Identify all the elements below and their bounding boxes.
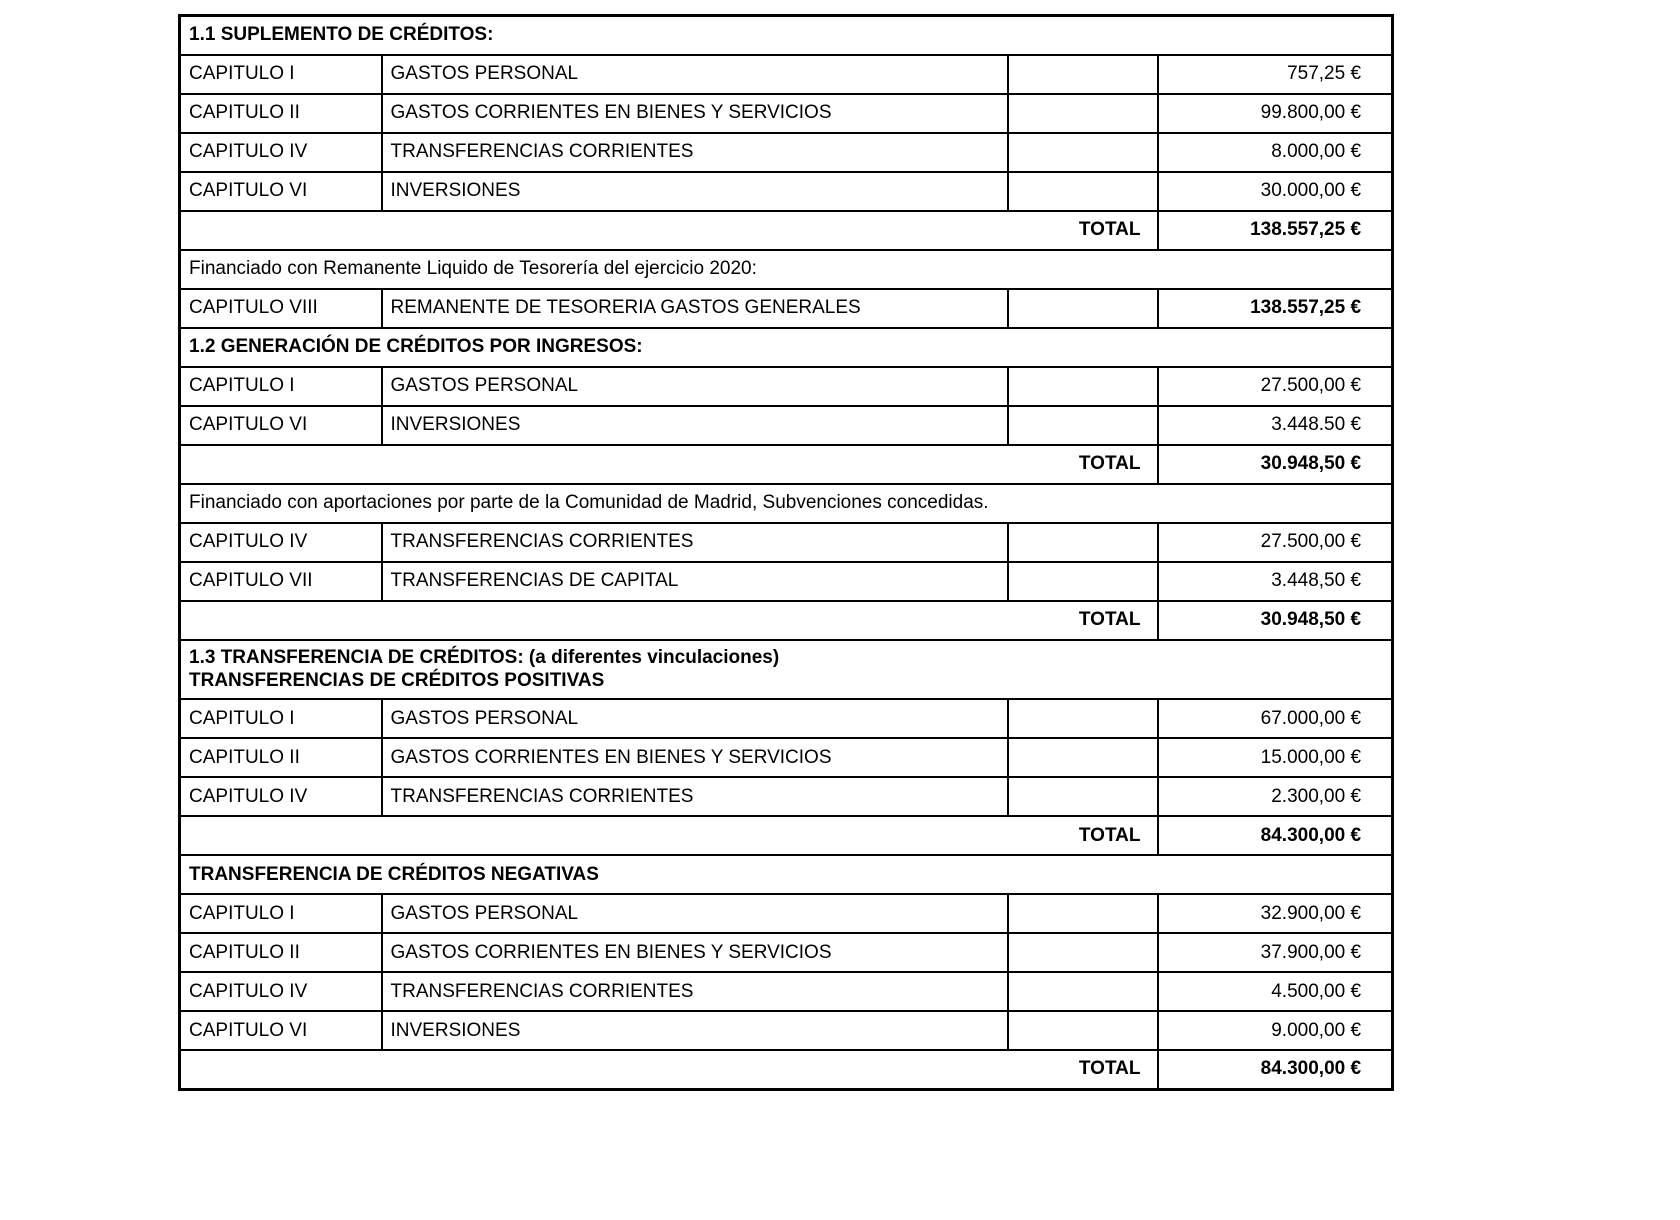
- total-label: TOTAL: [180, 816, 1158, 855]
- amount-value: 3.448,50 €: [1158, 562, 1393, 601]
- chapter-label: CAPITULO IV: [180, 777, 382, 816]
- section-title: 1.2 GENERACIÓN DE CRÉDITOS POR INGRESOS:: [189, 336, 643, 358]
- section-title: 1.3 TRANSFERENCIA DE CRÉDITOS: (a diferentes vinculaciones): [189, 646, 780, 668]
- table-row-item: [180, 133, 1393, 172]
- description-label: TRANSFERENCIAS CORRIENTES: [382, 972, 1008, 1011]
- chapter-label: CAPITULO VII: [180, 562, 382, 601]
- table-row-item: [180, 777, 1393, 816]
- description-label: INVERSIONES: [382, 1011, 1008, 1050]
- note-text: Financiado con aportaciones por parte de la Comunidad de Madrid, Subvenciones concedidas.: [180, 484, 1393, 523]
- table-row-section: [180, 855, 1393, 894]
- budget-table: [178, 14, 1394, 1091]
- section-title: TRANSFERENCIA DE CRÉDITOS NEGATIVAS: [189, 863, 599, 885]
- section-header: [180, 16, 1393, 55]
- note-text: Financiado con Remanente Liquido de Tesorería del ejercicio 2020:: [180, 250, 1393, 289]
- empty-cell: [1008, 55, 1158, 94]
- chapter-label: CAPITULO I: [180, 55, 382, 94]
- table-row-section: [180, 16, 1393, 55]
- chapter-label: CAPITULO I: [180, 699, 382, 738]
- table-row-item: [180, 172, 1393, 211]
- empty-cell: [1008, 94, 1158, 133]
- empty-cell: [1008, 777, 1158, 816]
- total-amount: 84.300,00 €: [1158, 816, 1393, 855]
- empty-cell: [1008, 933, 1158, 972]
- empty-cell: [1008, 562, 1158, 601]
- empty-cell: [1008, 699, 1158, 738]
- description-label: INVERSIONES: [382, 172, 1008, 211]
- empty-cell: [1008, 367, 1158, 406]
- empty-cell: [1008, 289, 1158, 328]
- table-row-item: [180, 562, 1393, 601]
- table-row-item: [180, 933, 1393, 972]
- empty-cell: [1008, 1011, 1158, 1050]
- empty-cell: [1008, 894, 1158, 933]
- table-row-total: [180, 211, 1393, 250]
- description-label: REMANENTE DE TESORERIA GASTOS GENERALES: [382, 289, 1008, 328]
- description-label: GASTOS CORRIENTES EN BIENES Y SERVICIOS: [382, 933, 1008, 972]
- chapter-label: CAPITULO II: [180, 933, 382, 972]
- chapter-label: CAPITULO VI: [180, 172, 382, 211]
- total-amount: 84.300,00 €: [1158, 1050, 1393, 1089]
- amount-value: 99.800,00 €: [1158, 94, 1393, 133]
- table-row-item: [180, 289, 1393, 328]
- empty-cell: [1008, 133, 1158, 172]
- chapter-label: CAPITULO IV: [180, 133, 382, 172]
- description-label: GASTOS PERSONAL: [382, 894, 1008, 933]
- empty-cell: [1008, 523, 1158, 562]
- description-label: GASTOS PERSONAL: [382, 367, 1008, 406]
- section-header: [180, 328, 1393, 367]
- chapter-label: CAPITULO VIII: [180, 289, 382, 328]
- amount-value: 9.000,00 €: [1158, 1011, 1393, 1050]
- table-row-item: [180, 972, 1393, 1011]
- total-amount: 30.948,50 €: [1158, 445, 1393, 484]
- table-row-item: [180, 1011, 1393, 1050]
- chapter-label: CAPITULO IV: [180, 972, 382, 1011]
- table-row-section: [180, 328, 1393, 367]
- amount-value: 27.500,00 €: [1158, 367, 1393, 406]
- description-label: GASTOS CORRIENTES EN BIENES Y SERVICIOS: [382, 94, 1008, 133]
- table-row-total: [180, 445, 1393, 484]
- total-label: TOTAL: [180, 1050, 1158, 1089]
- description-label: TRANSFERENCIAS CORRIENTES: [382, 133, 1008, 172]
- amount-value: 2.300,00 €: [1158, 777, 1393, 816]
- amount-value: 15.000,00 €: [1158, 738, 1393, 777]
- description-label: GASTOS CORRIENTES EN BIENES Y SERVICIOS: [382, 738, 1008, 777]
- table-row-item: [180, 367, 1393, 406]
- table-row-note: [180, 484, 1393, 523]
- table-row-item: [180, 523, 1393, 562]
- description-label: INVERSIONES: [382, 406, 1008, 445]
- table-row-total: [180, 816, 1393, 855]
- table-row-note: [180, 250, 1393, 289]
- amount-value: 3.448.50 €: [1158, 406, 1393, 445]
- table-row-section: [180, 640, 1393, 700]
- description-label: GASTOS PERSONAL: [382, 55, 1008, 94]
- total-label: TOTAL: [180, 211, 1158, 250]
- chapter-label: CAPITULO IV: [180, 523, 382, 562]
- table-row-item: [180, 94, 1393, 133]
- table-row-total: [180, 1050, 1393, 1089]
- amount-value: 138.557,25 €: [1158, 289, 1393, 328]
- budget-table-body: [180, 16, 1393, 1090]
- section-header: [180, 855, 1393, 894]
- total-amount: 138.557,25 €: [1158, 211, 1393, 250]
- amount-value: 757,25 €: [1158, 55, 1393, 94]
- amount-value: 32.900,00 €: [1158, 894, 1393, 933]
- chapter-label: CAPITULO II: [180, 94, 382, 133]
- total-label: TOTAL: [180, 601, 1158, 640]
- section-header: [180, 640, 1393, 700]
- section-subtitle: TRANSFERENCIAS DE CRÉDITOS POSITIVAS: [189, 670, 605, 692]
- table-row-total: [180, 601, 1393, 640]
- table-row-item: [180, 894, 1393, 933]
- description-label: TRANSFERENCIAS CORRIENTES: [382, 523, 1008, 562]
- description-label: TRANSFERENCIAS DE CAPITAL: [382, 562, 1008, 601]
- empty-cell: [1008, 406, 1158, 445]
- chapter-label: CAPITULO II: [180, 738, 382, 777]
- total-amount: 30.948,50 €: [1158, 601, 1393, 640]
- table-row-item: [180, 55, 1393, 94]
- chapter-label: CAPITULO VI: [180, 406, 382, 445]
- amount-value: 27.500,00 €: [1158, 523, 1393, 562]
- empty-cell: [1008, 738, 1158, 777]
- table-row-item: [180, 406, 1393, 445]
- amount-value: 67.000,00 €: [1158, 699, 1393, 738]
- empty-cell: [1008, 972, 1158, 1011]
- table-row-item: [180, 699, 1393, 738]
- description-label: TRANSFERENCIAS CORRIENTES: [382, 777, 1008, 816]
- table-row-item: [180, 738, 1393, 777]
- chapter-label: CAPITULO I: [180, 367, 382, 406]
- amount-value: 8.000,00 €: [1158, 133, 1393, 172]
- amount-value: 30.000,00 €: [1158, 172, 1393, 211]
- chapter-label: CAPITULO VI: [180, 1011, 382, 1050]
- total-label: TOTAL: [180, 445, 1158, 484]
- section-title: 1.1 SUPLEMENTO DE CRÉDITOS:: [189, 24, 494, 46]
- description-label: GASTOS PERSONAL: [382, 699, 1008, 738]
- amount-value: 37.900,00 €: [1158, 933, 1393, 972]
- chapter-label: CAPITULO I: [180, 894, 382, 933]
- amount-value: 4.500,00 €: [1158, 972, 1393, 1011]
- empty-cell: [1008, 172, 1158, 211]
